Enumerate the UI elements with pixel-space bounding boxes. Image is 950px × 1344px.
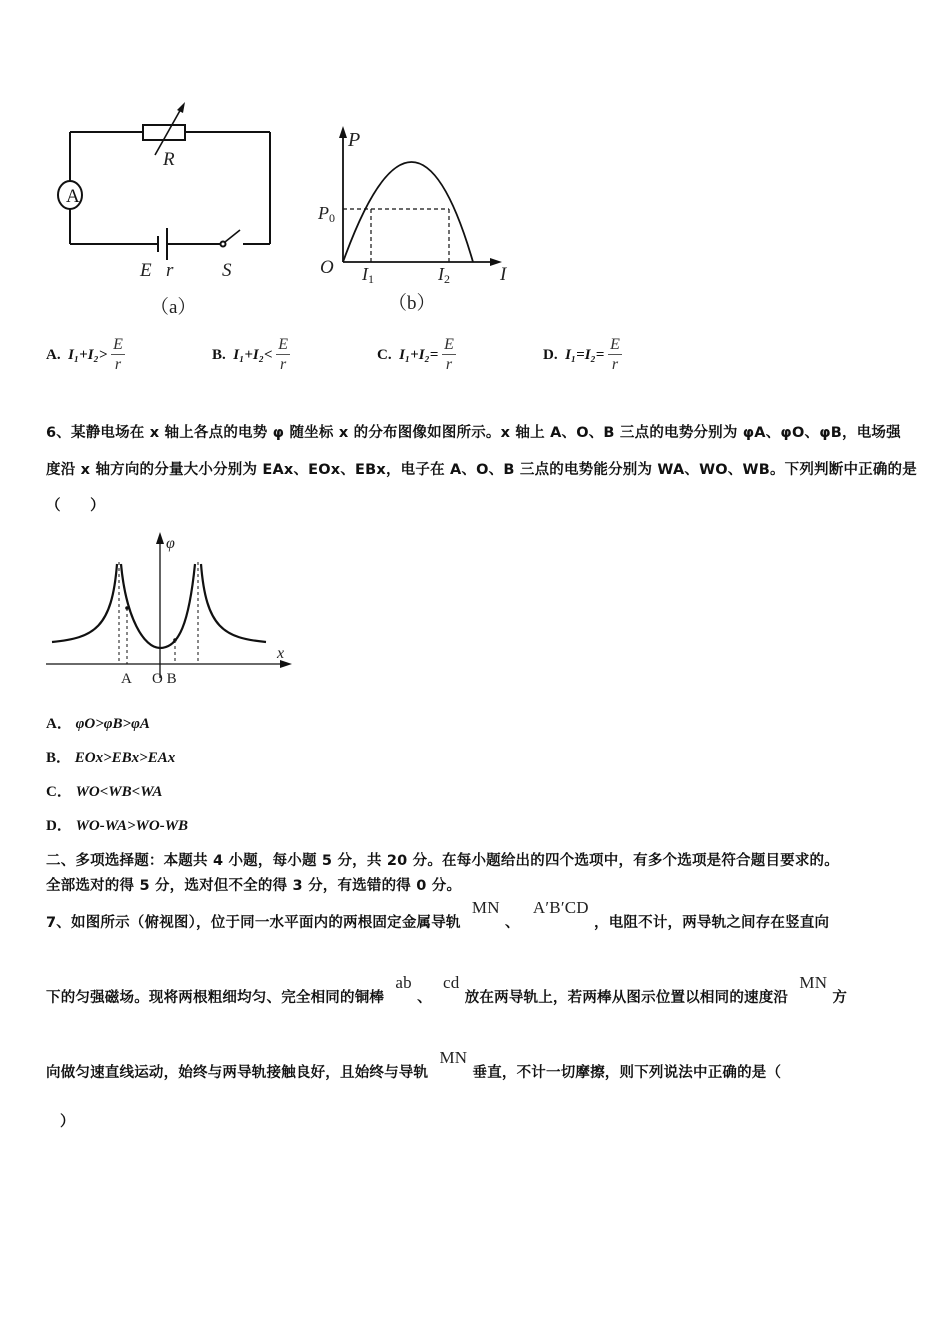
q6-option-a[interactable] <box>46 712 150 733</box>
fraction-e-over-r <box>442 336 456 375</box>
q7-answer-close-paren: ） <box>60 1114 75 1130</box>
option-expression: I₁+I₂< <box>233 346 273 363</box>
i2-subscript: 2 <box>444 272 450 286</box>
section2-instructions-line1: 二、多项选择题：本题共 4 小题，每小题 5 分，共 20 分。在每小题给出的四个选项中，有多个选项是符合题目要求的。 <box>46 853 839 869</box>
internal-resistance-label: r <box>166 260 174 281</box>
section2-instructions-line2: 全部选对的得 5 分，选对但不全的得 3 分，有选错的得 0 分。 <box>46 878 462 894</box>
point-a-label: A <box>121 671 132 687</box>
q7-text: 放在两导轨上，若两棒从图示位置以相同的速度沿 <box>464 990 789 1006</box>
phi-axis-label: φ <box>166 535 175 552</box>
separator: 、 <box>504 915 520 931</box>
option-letter: B． <box>46 750 72 766</box>
q5-option-b[interactable] <box>212 336 290 375</box>
rail-abcd-label: A′B′CD <box>532 898 589 917</box>
fraction-denominator: r <box>280 356 287 373</box>
rail-mn-label: MN <box>439 1048 468 1067</box>
rod-cd-label: cd <box>443 973 460 992</box>
i2-label: I <box>438 264 444 284</box>
origin-label: O <box>320 257 334 278</box>
p-i-graph <box>310 122 530 322</box>
q7-stem-line1 <box>46 897 829 937</box>
fraction-numerator: E <box>113 336 123 353</box>
x-axis-label: I <box>500 264 507 285</box>
q7-text: 向做匀速直线运动，始终与两导轨接触良好，且始终与导轨 <box>46 1065 429 1081</box>
fraction-denominator: r <box>114 356 122 373</box>
q7-text: 方 <box>832 990 848 1006</box>
phi-x-graph <box>44 528 300 688</box>
q7-text: 下的匀强磁场。现将两根粗细均匀、完全相同的铜棒 <box>46 990 385 1006</box>
i1-label: I <box>362 264 368 284</box>
q6-option-c[interactable] <box>46 780 162 801</box>
option-letter: B. <box>212 346 226 363</box>
y-axis-label: P <box>348 129 361 151</box>
q7-text: ，电阻不计，两导轨之间存在竖直向 <box>594 915 830 931</box>
circuit-diagram <box>45 95 285 325</box>
separator: 、 <box>417 990 432 1006</box>
resistor-label: R <box>163 149 175 170</box>
option-text: WO-WA>WO-WB <box>75 818 189 834</box>
option-letter: D． <box>46 818 72 834</box>
fraction-numerator: E <box>278 336 289 353</box>
point-o-b-label: O B <box>152 671 177 687</box>
p0-label: P <box>318 203 329 223</box>
fraction-e-over-r <box>276 336 290 375</box>
potential-graph <box>44 528 300 688</box>
fraction-denominator: r <box>611 356 619 373</box>
fraction-e-over-r <box>608 336 622 375</box>
svg-text:I2 <box>437 264 450 286</box>
circuit-figure-a <box>45 95 285 325</box>
fraction-numerator: E <box>444 336 454 353</box>
q7-stem-line3 <box>46 1047 781 1087</box>
emf-label: E <box>140 260 152 281</box>
direction-mn-label: MN <box>799 973 828 992</box>
q6-answer-blank: （ ） <box>46 498 105 514</box>
option-text: EOx>EBx>EAx <box>74 750 176 766</box>
rod-ab-label: ab <box>395 973 412 992</box>
fraction-numerator: E <box>610 336 620 353</box>
rail-mn-label: MN <box>471 898 500 917</box>
q6-stem-line2: 度沿 x 轴方向的分量大小分别为 EAx、EOx、EBx，电子在 A、O、B 三点的电势能分别为 WA、WO、WB。下列判断中正确的是 <box>46 462 917 478</box>
option-expression: I₁=I₂= <box>565 346 605 363</box>
q5-option-c[interactable] <box>377 336 456 375</box>
q5-option-a[interactable] <box>46 336 125 375</box>
option-letter: A. <box>46 346 61 363</box>
i1-subscript: 1 <box>368 272 374 286</box>
option-expression: I₁+I₂= <box>399 346 439 363</box>
switch-label: S <box>222 260 232 281</box>
q7-stem-line2 <box>46 972 847 1012</box>
option-text: WO<WB<WA <box>75 784 163 800</box>
option-letter: C. <box>377 346 392 363</box>
svg-text:I1 <box>361 264 374 286</box>
q7-text: 7、如图所示（俯视图），位于同一水平面内的两根固定金属导轨 <box>46 915 461 931</box>
option-expression: I₁+I₂> <box>68 346 108 363</box>
figure-b-caption: （b） <box>388 293 436 314</box>
ammeter-label: A <box>66 186 80 207</box>
q6-option-d[interactable] <box>46 814 188 835</box>
svg-text:P0 <box>317 203 335 225</box>
x-axis-label: x <box>277 645 285 662</box>
p0-subscript: 0 <box>329 211 335 225</box>
power-current-graph-b <box>310 122 530 322</box>
q5-option-d[interactable] <box>543 336 622 375</box>
fraction-denominator: r <box>445 356 453 373</box>
q6-option-b[interactable] <box>46 746 175 767</box>
option-letter: C． <box>46 784 72 800</box>
figure-a-caption: （a） <box>150 297 197 318</box>
option-text: φO>φB>φA <box>75 716 150 732</box>
option-letter: D. <box>543 346 558 363</box>
q6-stem-line1: 6、某静电场在 x 轴上各点的电势 φ 随坐标 x 的分布图像如图所示。x 轴上 A、O、B 三点的电势分别为 φA、φO、φB，电场强 <box>46 425 901 441</box>
fraction-e-over-r <box>111 336 125 375</box>
q7-text: 垂直，不计一切摩擦，则下列说法中正确的是（ <box>472 1065 782 1081</box>
option-letter: A． <box>46 716 72 732</box>
